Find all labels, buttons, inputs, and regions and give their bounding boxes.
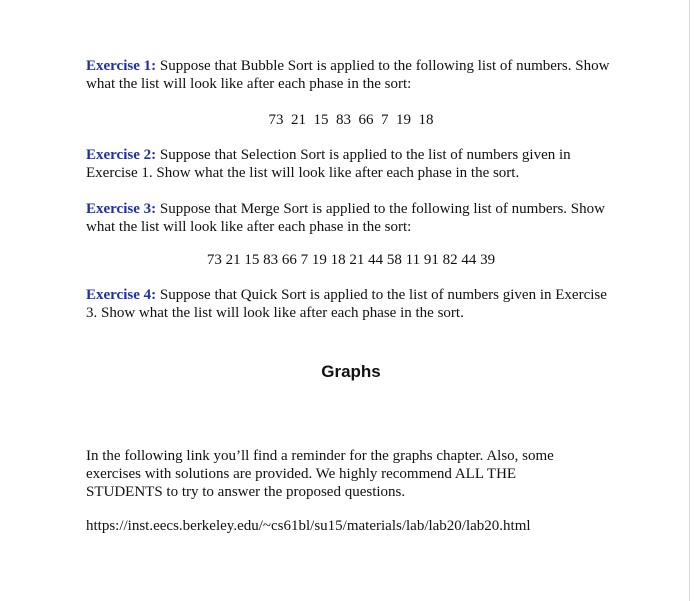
exercise-1-paragraph — [86, 57, 616, 93]
exercise-3-text: Suppose that Merge Sort is applied to the following list of numbers. Show what the list will look like after each phase in the sort: — [86, 201, 605, 235]
graphs-lab-link[interactable]: https://inst.eecs.berkeley.edu/~cs61bl/su15/materials/lab/lab20/lab20.html — [86, 518, 531, 534]
exercise-4-text: Suppose that Quick Sort is applied to the list of numbers given in Exercise 3. Show what the list will look like after each phase in the sort. — [86, 287, 607, 321]
exercise-3-label: Exercise 3: — [86, 201, 157, 217]
exercise-1-text: Suppose that Bubble Sort is applied to the following list of numbers. Show what the list will look like after each phase in the sort: — [86, 58, 610, 92]
graphs-heading: Graphs — [321, 362, 381, 381]
exercise-2-label: Exercise 2: — [86, 147, 157, 163]
exercise-4-paragraph — [86, 286, 616, 322]
exercise-1-number-list: 73 21 15 83 66 7 19 18 — [268, 112, 434, 128]
graphs-intro-paragraph: In the following link you’ll find a reminder for the graphs chapter. Also, some exercises with solutions are provided. We highly recommend ALL THE STUDENTS to try to answer the proposed questions. — [86, 448, 554, 500]
exercise-4-label: Exercise 4: — [86, 287, 157, 303]
exercise-1-label: Exercise 1: — [86, 58, 157, 74]
exercise-3-paragraph — [86, 200, 616, 236]
right-margin — [690, 0, 700, 601]
exercise-3-number-list: 73 21 15 83 66 7 19 18 21 44 58 11 91 82 44 39 — [206, 252, 496, 268]
exercise-2-text: Suppose that Selection Sort is applied to the list of numbers given in Exercise 1. Show what the list will look like after each phase in the sort. — [86, 147, 571, 181]
exercise-2-paragraph — [86, 146, 616, 182]
